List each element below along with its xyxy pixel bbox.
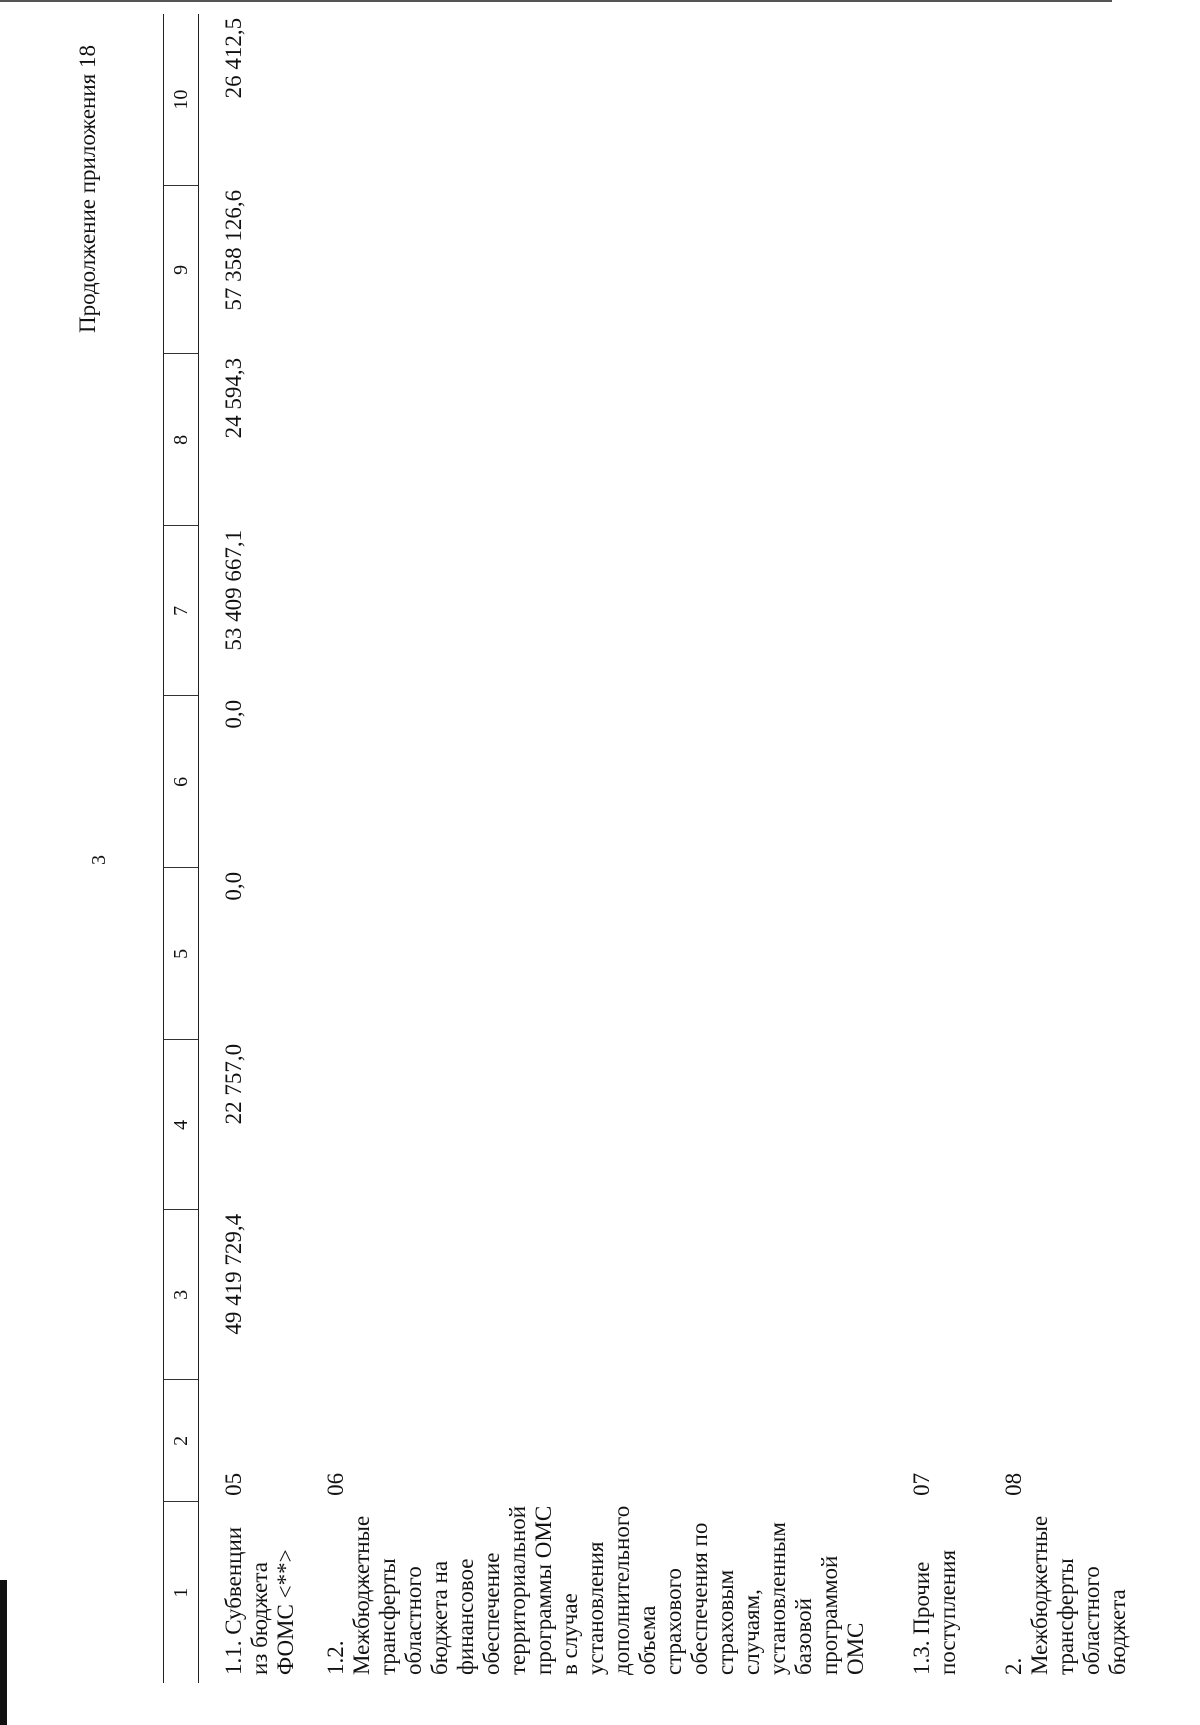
value-cell xyxy=(961,14,1131,186)
column-header: 8 xyxy=(164,354,199,526)
value-cell: 0,0 xyxy=(221,871,246,901)
value-cell xyxy=(869,526,961,696)
value-cell xyxy=(869,1040,961,1210)
row-name: 2. Межбюджетные трансферты областного бюджета xyxy=(1001,1515,1130,1675)
column-header: 5 xyxy=(164,868,199,1040)
row-code: 08 xyxy=(1001,1472,1026,1496)
value-cell: 53 409 667,1 xyxy=(221,529,246,651)
value-cell xyxy=(961,696,1131,868)
row-name: 1.1. Субвенции из бюджета ФОМС <**> xyxy=(221,1526,298,1675)
column-header: 7 xyxy=(164,526,199,696)
value-cell xyxy=(299,1040,869,1210)
row-name: 1.3. Прочие поступления xyxy=(909,1549,960,1675)
value-cell xyxy=(961,1040,1131,1210)
value-cell xyxy=(869,868,961,1040)
value-cell xyxy=(299,14,869,186)
column-header: 2 xyxy=(164,1380,199,1502)
value-cell: 49 419 729,4 xyxy=(221,1213,246,1335)
table-row xyxy=(961,14,1131,1683)
value-cell xyxy=(961,1210,1131,1380)
column-header: 1 xyxy=(164,1502,199,1683)
row-code: 05 xyxy=(221,1472,246,1496)
table-row xyxy=(299,14,869,1683)
value-cell: 26 412,5 xyxy=(221,17,246,99)
value-cell xyxy=(869,354,961,526)
value-cell xyxy=(299,526,869,696)
page-number: 3 xyxy=(88,855,110,865)
value-cell xyxy=(869,14,961,186)
column-header: 4 xyxy=(164,1040,199,1210)
value-cell xyxy=(961,526,1131,696)
value-cell: 57 358 126,6 xyxy=(221,189,246,311)
table-row xyxy=(199,14,300,1683)
value-cell xyxy=(869,186,961,354)
value-cell xyxy=(299,868,869,1040)
row-code: 06 xyxy=(323,1472,348,1496)
value-cell xyxy=(961,868,1131,1040)
column-header: 10 xyxy=(164,14,199,186)
value-cell xyxy=(961,186,1131,354)
value-cell xyxy=(299,354,869,526)
value-cell: 0,0 xyxy=(221,699,246,729)
value-cell xyxy=(299,696,869,868)
value-cell xyxy=(299,1210,869,1380)
value-cell xyxy=(961,354,1131,526)
row-code: 07 xyxy=(909,1472,934,1496)
data-table xyxy=(163,14,1131,1683)
value-cell xyxy=(299,186,869,354)
column-header: 3 xyxy=(164,1210,199,1380)
value-cell xyxy=(869,696,961,868)
table-row xyxy=(869,14,961,1683)
column-header: 9 xyxy=(164,186,199,354)
value-cell: 22 757,0 xyxy=(221,1043,246,1125)
value-cell xyxy=(869,1210,961,1380)
header-row xyxy=(164,14,199,1683)
row-name: 1.2. Межбюджетные трансферты областного бюджета на финансовое обеспечение территориальной программы ОМС в случае установления дополнительного объема страхового обеспечения по страховым случаям, установленным базовой программой ОМС xyxy=(323,1505,868,1675)
continuation-label: Продолжение приложения 18 xyxy=(75,45,100,333)
value-cell: 24 594,3 xyxy=(221,357,246,439)
column-header: 6 xyxy=(164,696,199,868)
